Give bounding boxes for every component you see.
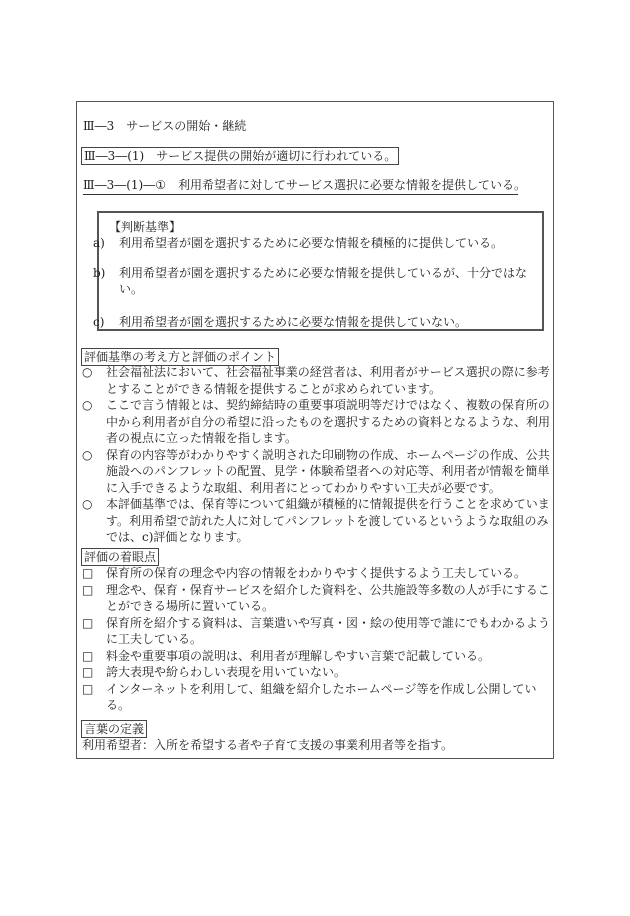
criteria-item-mark: c) <box>93 315 105 329</box>
viewpoint-item-mark: □ <box>82 665 94 679</box>
criteria-item-text <box>119 235 503 252</box>
viewpoint-item-mark: □ <box>82 681 94 696</box>
text-line: 利用希望者が園を選択するために必要な情報を提供しているが、十分ではな <box>119 266 528 280</box>
viewpoint-item-text <box>106 565 526 582</box>
point-item-text <box>106 397 550 447</box>
viewpoints-title: 評価の着眼点 <box>81 548 159 566</box>
viewpoint-item-text <box>106 681 536 714</box>
text-line: 社会福祉法において、社会福祉事業の経営者は、利用者がサービス選択の際に参考 <box>106 365 550 379</box>
point-item <box>82 364 552 397</box>
point-item-mark: ○ <box>82 497 93 511</box>
criteria-item-text <box>119 314 467 331</box>
criteria-item <box>93 265 527 297</box>
point-item-mark: ○ <box>82 365 93 379</box>
point-item <box>82 496 552 546</box>
viewpoint-item <box>82 648 552 665</box>
viewpoint-item-mark: □ <box>82 648 94 663</box>
text-line: い。 <box>119 282 144 296</box>
text-line: では、c)評価となります。 <box>106 530 249 544</box>
subsection-heading: Ⅲ―3―(1) サービス提供の開始が適切に行われている。 <box>81 147 399 165</box>
viewpoint-item <box>82 582 552 615</box>
criteria-box <box>93 211 544 331</box>
text-line: ここで言う情報とは、契約締結時の重要事項説明等だけではなく、複数の保育所の <box>106 398 550 412</box>
text-line: 料金や重要事項の説明は、利用者が理解しやすい言葉で記載している。 <box>106 648 491 663</box>
text-line: 保育の内容等がわかりやすく説明された印刷物の作成、ホームページの作成、公共 <box>106 447 550 462</box>
viewpoint-item-text <box>106 615 550 648</box>
criteria-title: 【判断基準】 <box>109 220 182 234</box>
point-item <box>82 447 552 497</box>
text-line: す。利用希望で訪れた人に対してパンフレットを渡しているというような取組のみ <box>106 513 549 528</box>
text-line: とすることができる情報を提供することが求められています。 <box>106 381 442 396</box>
criteria-item-mark: b) <box>93 266 106 280</box>
criteria-item-mark: a) <box>93 236 105 250</box>
text-line: 理念や、保育・保育サービスを紹介した資料を、公共施設等多数の人が手にするこ <box>106 582 550 597</box>
viewpoint-item-text <box>106 664 346 681</box>
criteria-item <box>93 235 503 252</box>
text-line: に入手できるような取組、利用者にとってわかりやすい工夫が必要です。 <box>106 480 501 495</box>
viewpoint-item <box>82 565 552 582</box>
viewpoint-item <box>82 615 552 648</box>
criteria-item-text <box>119 265 527 297</box>
text-line: 保育所の保育の理念や内容の情報をわかりやすく提供するよう工夫している。 <box>106 566 527 580</box>
text-line: 本評価基準では、保育等について組織が積極的に情報提供を行うことを求めていま <box>106 497 550 511</box>
points-list <box>82 364 552 546</box>
text-line: とができる場所に置いている。 <box>106 599 275 613</box>
text-line: る。 <box>106 698 131 712</box>
definitions-title: 言葉の定義 <box>81 720 147 738</box>
text-line: 誇大表現や紛らわしい表現を用いていない。 <box>106 665 347 679</box>
viewpoint-item-mark: □ <box>82 615 94 630</box>
point-item-text <box>106 447 550 497</box>
viewpoints-list <box>82 565 552 714</box>
text-line: 保育所を紹介する資料は、言葉遣いや写真・図・絵の使用等で誰にでもわかるよう <box>106 615 551 630</box>
point-item-mark: ○ <box>82 447 93 462</box>
points-title: 評価基準の考え方と評価のポイント <box>81 348 279 366</box>
viewpoint-item <box>82 681 552 714</box>
section-heading: Ⅲ―3 サービスの開始・継続 <box>83 119 247 133</box>
text-line: インターネットを利用して、組織を紹介したホームページ等を作成し公開してい <box>106 681 537 696</box>
text-line: 中から利用者が自分の希望に沿ったものを選択するための資料となるような、利用 <box>106 414 551 429</box>
text-line: に工夫している。 <box>106 632 203 646</box>
text-line: 者の視点に立った情報を指します。 <box>106 431 298 445</box>
point-item-text <box>106 496 550 546</box>
text-line: 利用希望者が園を選択するために必要な情報を積極的に提供している。 <box>119 236 504 250</box>
viewpoint-item-text <box>106 648 490 665</box>
viewpoint-item <box>82 664 552 681</box>
viewpoint-item-text <box>106 582 550 615</box>
text-line: 利用希望者が園を選択するために必要な情報を提供していない。 <box>119 315 468 329</box>
point-item-mark: ○ <box>82 398 93 412</box>
point-item-text <box>106 364 550 397</box>
item-heading: Ⅲ―3―(1)―① 利用希望者に対してサービス選択に必要な情報を提供している。 <box>83 177 518 195</box>
definition-text: 利用希望者：入所を希望する者や子育て支援の事業利用者等を指す。 <box>82 738 454 752</box>
viewpoint-item-mark: □ <box>82 582 94 597</box>
criteria-item <box>93 314 467 331</box>
point-item <box>82 397 552 447</box>
viewpoint-item-mark: □ <box>82 566 94 580</box>
text-line: 施設へのパンフレットの配置、見学・体験希望者への対応等、利用者が情報を簡単 <box>106 464 550 478</box>
